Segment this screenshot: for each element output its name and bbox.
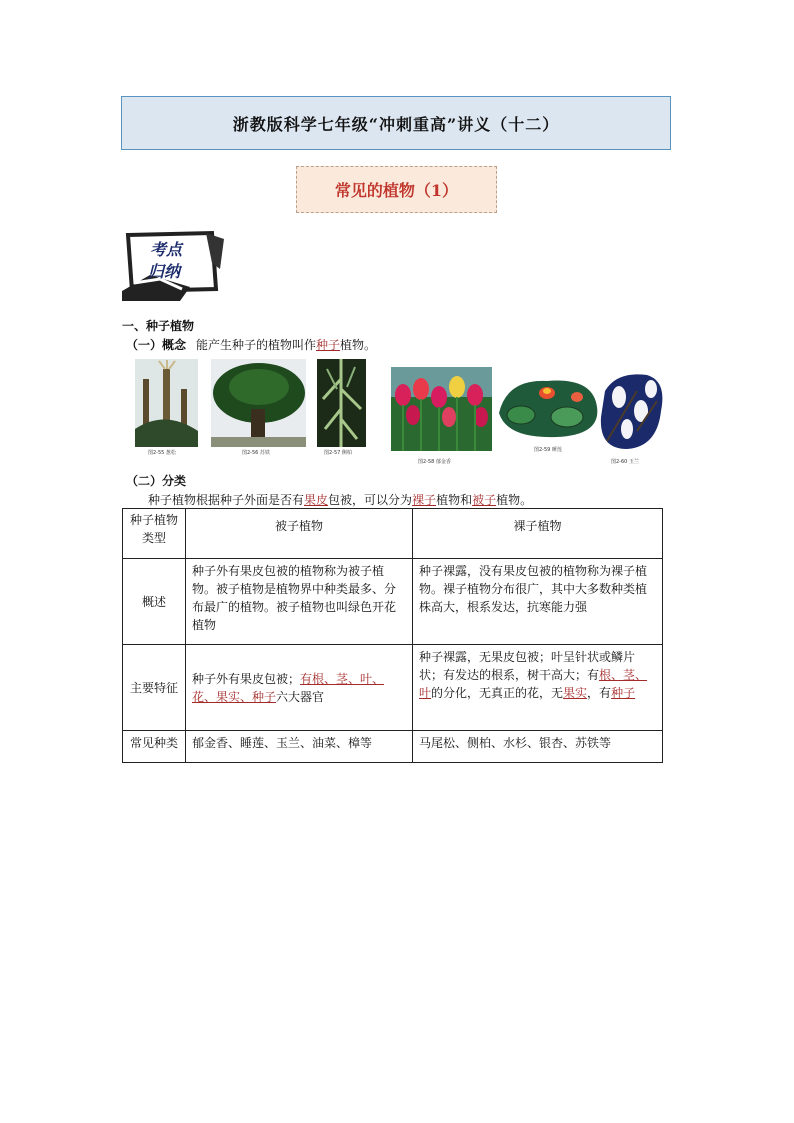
concept-label: （一）概念 bbox=[126, 338, 187, 352]
figure-image-4 bbox=[391, 367, 492, 451]
figure-image-6 bbox=[597, 371, 664, 451]
figure-caption-3: 图2-57 侧柏 bbox=[324, 450, 352, 456]
row-label-species: 常见种类 bbox=[123, 731, 186, 763]
classification-text-c: 植物和 bbox=[436, 493, 473, 507]
key-points-badge bbox=[120, 229, 230, 303]
classification-text-d: 植物。 bbox=[496, 493, 533, 507]
figure-image-1 bbox=[135, 359, 198, 447]
classification-key-gymno: 裸子 bbox=[412, 493, 437, 507]
concept-text-pre: 能产生种子的植物叫作 bbox=[196, 338, 317, 352]
header-cell-type: 种子植物类型 bbox=[123, 509, 186, 559]
gymno-features-key2: 果实 bbox=[563, 686, 588, 700]
plant-comparison-table bbox=[122, 508, 663, 763]
angio-features-post: 六大器官 bbox=[276, 689, 325, 704]
row-label-features: 主要特征 bbox=[123, 645, 186, 731]
gymno-features-key3: 种子 bbox=[611, 686, 636, 700]
figure-image-2 bbox=[211, 359, 306, 447]
classification-key-pericarp: 果皮 bbox=[304, 493, 329, 507]
cell-angio-features bbox=[186, 645, 413, 731]
figure-caption-5: 图2-59 睡莲 bbox=[534, 447, 562, 453]
classification-text-a: 种子植物根据种子外面是否有 bbox=[148, 493, 305, 507]
classification-label: （二）分类 bbox=[126, 474, 187, 488]
figure-image-3 bbox=[317, 359, 366, 447]
cell-gymno-overview: 种子裸露，没有果皮包被的植物称为裸子植物。裸子植物分布很广，其中大多数种类植株高大，根系发达，抗寒能力强 bbox=[413, 559, 663, 645]
figure-caption-1: 图2-55 葱松 bbox=[148, 450, 176, 456]
table-row bbox=[123, 645, 663, 731]
classification-text bbox=[148, 491, 532, 508]
gymno-features-a: 种子裸露，无果皮包被；叶呈针状或鳞片状；有发达的根系，树干高大；有 bbox=[419, 650, 636, 682]
plant-figures bbox=[0, 355, 794, 470]
lesson-subtitle: 常见的植物（1） bbox=[296, 166, 497, 213]
angio-features-pre: 种子外有果皮包被； bbox=[192, 671, 301, 686]
figure-caption-4: 图2-58 郁金香 bbox=[418, 459, 451, 465]
badge-line1: 考点 bbox=[150, 240, 183, 259]
cell-gymno-species: 马尾松、侧柏、水杉、银杏、苏铁等 bbox=[413, 731, 663, 763]
table-row bbox=[123, 731, 663, 763]
table-row bbox=[123, 559, 663, 645]
badge-line2: 归纳 bbox=[148, 262, 181, 281]
gymno-features-c: ，有 bbox=[587, 686, 612, 700]
gymno-features-key1: 根、茎、叶 bbox=[419, 668, 648, 700]
page-title: 浙教版科学七年级“冲刺重高”讲义（十二） bbox=[121, 96, 671, 150]
gymno-features-b: 的分化，无真正的花，无 bbox=[431, 686, 564, 700]
concept-line bbox=[126, 336, 376, 353]
header-cell-gymnosperm: 裸子植物 bbox=[413, 509, 663, 559]
angio-features-key: 有根、茎、叶、花、果实、种子 bbox=[192, 671, 385, 704]
concept-keyword: 种子 bbox=[316, 338, 341, 352]
row-label-overview: 概述 bbox=[123, 559, 186, 645]
table-header-row bbox=[123, 509, 663, 559]
concept-text-post: 植物。 bbox=[340, 338, 377, 352]
cell-gymno-features bbox=[413, 645, 663, 731]
cell-angio-species: 郁金香、睡莲、玉兰、油菜、樟等 bbox=[186, 731, 413, 763]
figure-caption-6: 图2-60 玉兰 bbox=[611, 459, 639, 465]
figure-image-5 bbox=[497, 373, 599, 439]
figure-caption-2: 图2-56 苏铁 bbox=[242, 450, 270, 456]
section-heading: 一、种子植物 bbox=[122, 319, 195, 333]
cell-angio-overview: 种子外有果皮包被的植物称为被子植物。被子植物是植物界中种类最多、分布最广的植物。被子植物也叫绿色开花植物 bbox=[186, 559, 413, 645]
header-cell-angiosperm: 被子植物 bbox=[186, 509, 413, 559]
classification-text-b: 包被，可以分为 bbox=[328, 493, 413, 507]
classification-key-angio: 被子 bbox=[472, 493, 497, 507]
